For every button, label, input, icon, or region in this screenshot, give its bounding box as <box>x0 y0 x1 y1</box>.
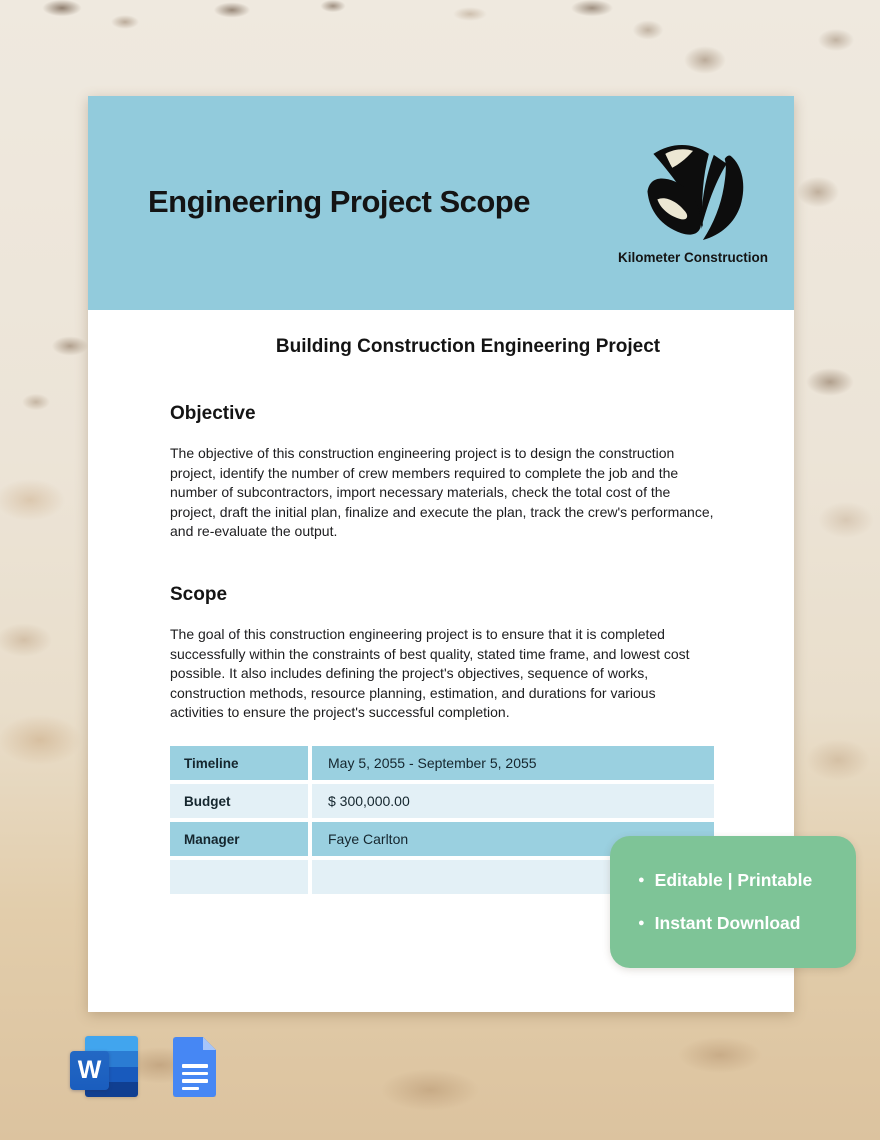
page-header <box>88 96 794 310</box>
section-heading-objective: Objective <box>170 403 256 424</box>
document-subtitle: Building Construction Engineering Project <box>275 336 661 357</box>
row-value: $ 300,000.00 <box>312 784 714 818</box>
docs-text-lines <box>182 1064 208 1094</box>
row-label: Timeline <box>170 746 308 780</box>
scope-paragraph: The goal of this construction engineering project is to ensure that it is completed successfully within the constraints of best quality, stated time frame, and lowest cost possible. It also includes defining the project's objectives, sequence of works, construction methods, resource planning, estimation, and durations for various activities to ensure the project's successful completion. <box>170 626 690 721</box>
table-row <box>170 746 714 780</box>
row-label <box>170 860 308 894</box>
promo-badge <box>610 836 856 968</box>
google-docs-icon[interactable] <box>173 1037 216 1097</box>
company-name: Kilometer Construction <box>617 250 768 265</box>
tulip-logo-icon <box>640 140 752 244</box>
row-value: Faye Carlton <box>312 822 714 856</box>
page-title: Engineering Project Scope <box>148 184 530 219</box>
badge-item-label: Instant Download <box>654 913 801 933</box>
microsoft-word-icon[interactable] <box>70 1036 138 1097</box>
row-label: Manager <box>170 822 308 856</box>
docs-folded-corner <box>203 1037 216 1050</box>
row-label: Budget <box>170 784 308 818</box>
bullet-icon: ● <box>638 917 645 929</box>
objective-paragraph: The objective of this construction engineering project is to design the construction project, identify the number of crew members required to complete the job and the number of subcontractors, import necessary materials, check the total cost of the project, draft the initial plan, finalize and execute the plan, track the crew's performance, and re-evaluate the output. <box>170 445 714 540</box>
badge-item-label: Editable | Printable <box>654 870 813 890</box>
row-value: May 5, 2055 - September 5, 2055 <box>312 746 714 780</box>
badge-item <box>638 913 856 934</box>
badge-item <box>638 870 856 891</box>
word-letter-tile: W <box>70 1051 109 1090</box>
bullet-icon: ● <box>638 874 645 886</box>
section-heading-scope: Scope <box>170 584 228 605</box>
table-row <box>170 784 714 818</box>
